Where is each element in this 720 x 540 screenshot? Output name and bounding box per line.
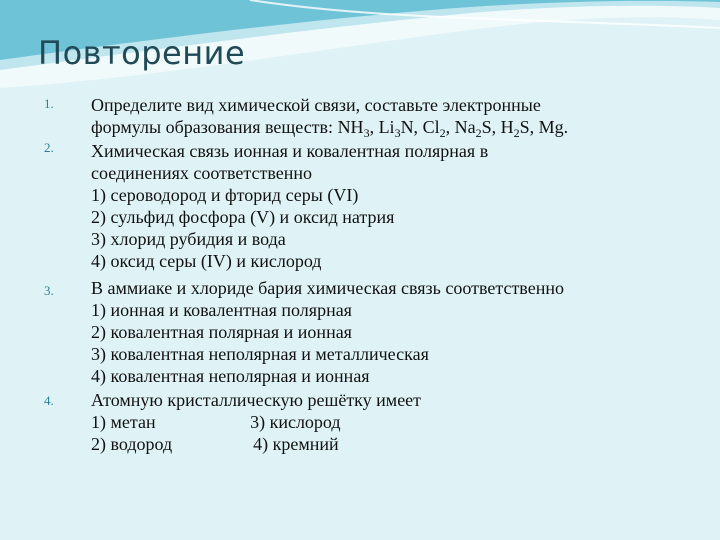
q2-option-1: 1) сероводород и фторид серы (VI) [91,185,359,205]
q2-line-1: Химическая связь ионная и ковалентная полярная в [91,141,489,161]
q1-prefix: формулы образования веществ: [91,117,338,137]
q4-line-1: Атомную кристаллическую решётку имеет [91,390,422,410]
q4-options-row-1: 1) метан 3) кислород [91,412,341,432]
item-number-1: 1. [44,96,54,111]
formula-nh3: $NH_3$, [337,117,379,140]
q4-options-row-2: 2) водород 4) кремний [91,434,339,454]
slide-title: Повторение [38,34,246,72]
q2-option-2: 2) сульфид фосфора (V) и оксид натрия [91,207,395,227]
item-number-2: 2. [44,140,54,155]
q3-option-1: 1) ионная и ковалентная полярная [91,300,352,320]
q1-line-2 [91,116,568,138]
q3-option-4: 4) ковалентная неполярная и ионная [91,366,370,386]
item-number-4: 4. [44,393,54,408]
q3-option-3: 3) ковалентная неполярная и металлическая [91,344,429,364]
q2-option-4: 4) оксид серы (IV) и кислород [91,251,322,271]
q2-option-3: 3) хлорид рубидия и вода [91,229,286,249]
q3-option-2: 2) ковалентная полярная и ионная [91,322,352,342]
formula-h2s-mg: $H_2S$, Mg. [500,117,569,140]
q2-line-2: соединениях соответственно [91,163,313,183]
q3-line-1: В аммиаке и хлориде бария химическая связь соответственно [91,278,564,298]
q1-line-1: Определите вид химической связи, составьте электронные [91,95,541,115]
formula-na2s: $Na_2S$, [454,117,501,140]
formula-cl2: $Cl_2$, [422,117,455,140]
item-number-3: 3. [44,283,54,298]
formula-li3n: $Li_3N$, [378,117,423,140]
